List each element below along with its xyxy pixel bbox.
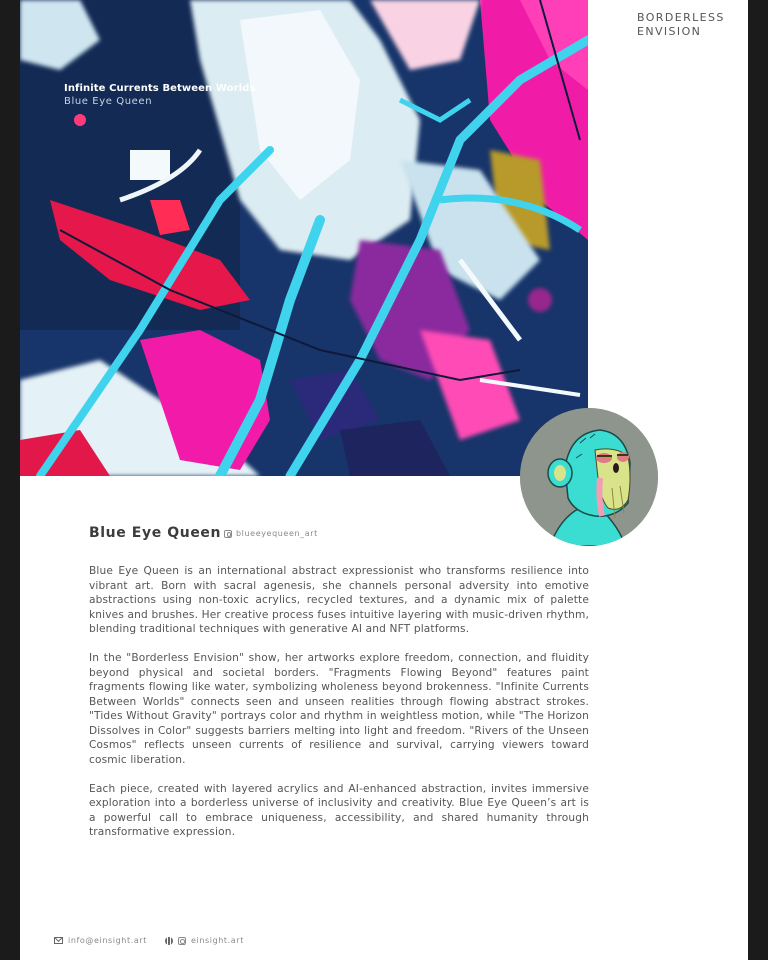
artist-page: [20, 0, 748, 960]
abstract-painting: [20, 0, 588, 476]
footer-email[interactable]: [54, 936, 147, 945]
bio-paragraph: Each piece, created with layered acrylics and AI-enhanced abstraction, invites immersive exploration into a borderless universe of inclusivity and creativity. Blue Eye Queen’s art is a powerful call to embrace uniqueness, accessibility, and shared humanity through transformative expression.: [89, 782, 589, 838]
borderless-envision-logo: [637, 11, 725, 39]
artwork-title: Infinite Currents Between Worlds: [64, 83, 256, 94]
instagram-icon: [178, 937, 186, 945]
left-frame-border: [0, 0, 20, 960]
footer-website[interactable]: [165, 936, 244, 945]
globe-icon: [165, 937, 173, 945]
website-link[interactable]: einsight.art: [190, 936, 244, 945]
mail-icon: [54, 937, 63, 944]
bio-paragraph: Blue Eye Queen is an international abstract expressionist who transforms resilience into vibrant art. Born with sacral agenesis, she channels personal adversity into emotive abstractions using non-toxic acrylics, recycled textures, and a dynamic mix of palette knives and brushes. Her creative process fuses intuitive layering with music-driven rhythm, blending traditional techniques with generative AI and NFT platforms.: [89, 565, 589, 635]
footer-contact: [54, 936, 262, 945]
bio-paragraph: In the "Borderless Envision" show, her artworks explore freedom, connection, and fluidity beyond physical and societal borders. "Fragments Flowing Beyond" features paint fragments flowing like water, symbolizing wholeness beyond brokenness. "Infinite Currents Between Worlds" connects seen and unseen realities through flowing abstract strokes. "Tides Without Gravity" portrays color and rhythm in weightless motion, while "The Horizon Dissolves in Color" suggests barriers melting into light and freedom. "Rivers of the Unseen Cosmos" reflects unseen currents of resilience and survival, carrying viewers toward cosmic liberation.: [89, 652, 589, 766]
instagram-icon: [224, 530, 232, 538]
artist-avatar: [520, 408, 658, 546]
artist-bio: [89, 564, 589, 854]
artwork-image: [20, 0, 588, 476]
logo-line-1: BORDERLESS: [637, 11, 725, 24]
artwork-caption: [64, 82, 255, 108]
ape-avatar-icon: [520, 408, 658, 546]
email-link[interactable]: info@einsight.art: [68, 936, 147, 945]
right-frame-border: [748, 0, 768, 960]
instagram-handle-text[interactable]: blueeyequeen_art: [236, 529, 318, 538]
logo-line-2: ENVISION: [637, 25, 702, 38]
instagram-handle[interactable]: [224, 529, 318, 538]
artwork-artist: Blue Eye Queen: [64, 96, 153, 107]
artist-name: Blue Eye Queen: [89, 525, 222, 541]
